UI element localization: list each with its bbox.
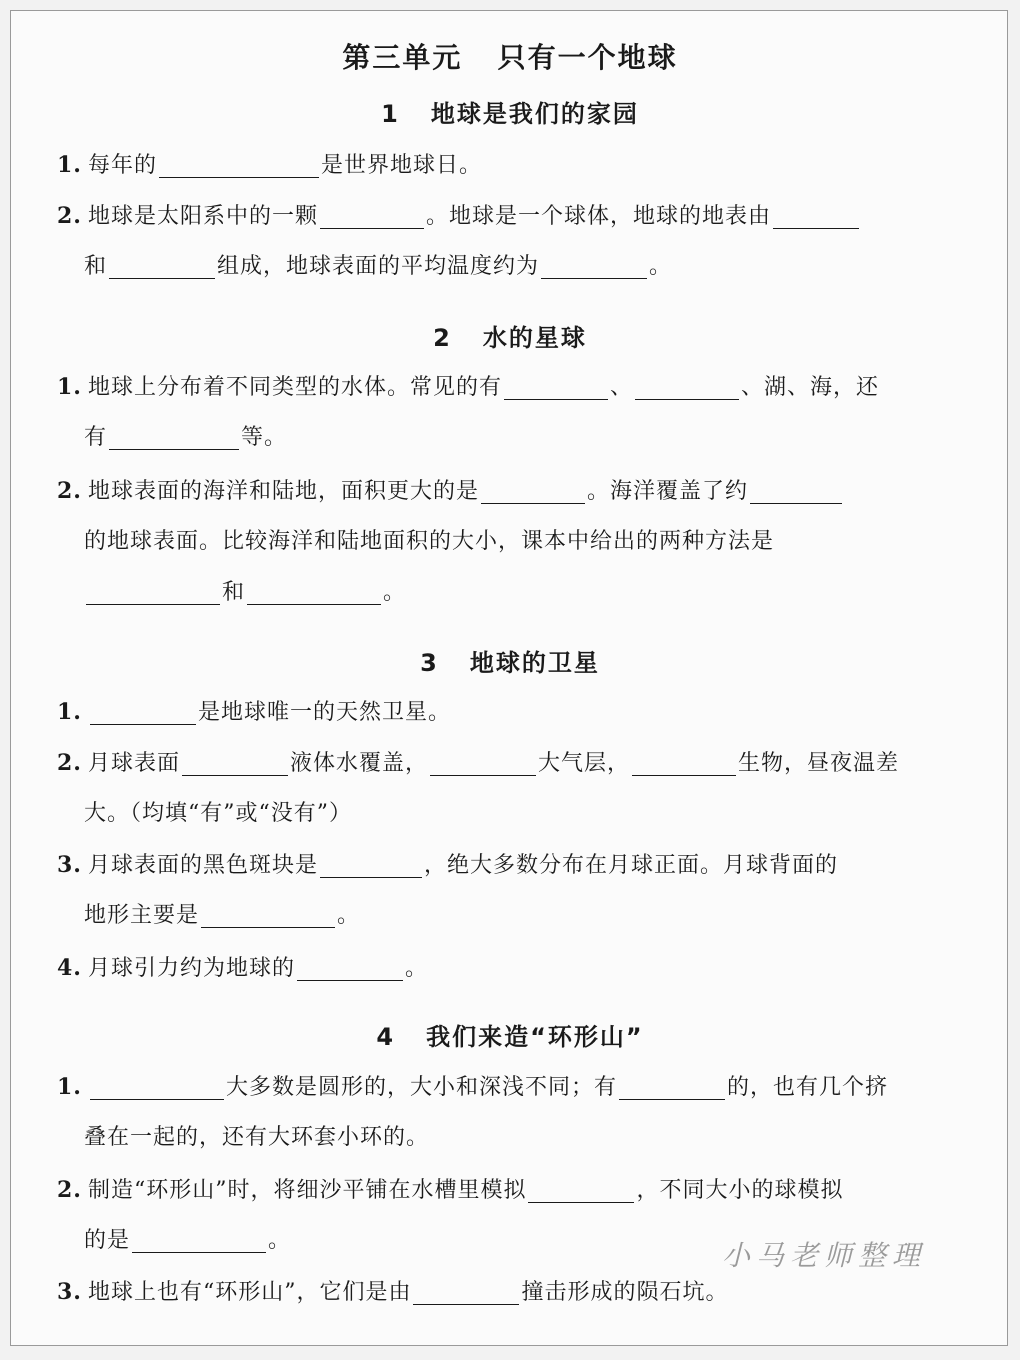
question-line (84, 799, 352, 829)
question-line (84, 527, 774, 557)
unit-title: 第三单元 只有一个地球 (342, 41, 678, 74)
question-text: 。海洋覆盖了约 (586, 479, 748, 504)
question-text: 液体水覆盖， (289, 751, 428, 776)
question-text: 地球是太阳系中的一颗 (87, 204, 318, 229)
question-text: 月球表面的黑色斑块是 (87, 853, 318, 878)
question-text: 月球表面 (87, 751, 180, 776)
question-line (57, 372, 879, 403)
question-text: 是地球唯一的天然卫星。 (197, 700, 451, 725)
question-number: 1. (57, 1074, 82, 1100)
question-line (57, 850, 838, 881)
question-number: 2. (57, 1177, 82, 1203)
answer-blank[interactable] (635, 375, 739, 400)
answer-blank[interactable] (297, 956, 403, 981)
question-text: 、湖、海，还 (741, 375, 880, 400)
answer-blank[interactable] (750, 479, 842, 504)
question-line (57, 953, 428, 984)
answer-blank[interactable] (430, 751, 536, 776)
question-line (57, 476, 844, 507)
question-line (57, 1277, 728, 1308)
question-text: 。地球是一个球体，地球的地表由 (425, 204, 771, 229)
question-text: 大多数是圆形的，大小和深浅不同；有 (225, 1075, 617, 1100)
question-line (57, 1072, 888, 1103)
question-text: 和 (84, 254, 108, 279)
question-text: 组成，地球表面的平均温度约为 (217, 254, 540, 279)
question-text: ，不同大小的球模拟 (636, 1178, 844, 1203)
question-number: 2. (57, 203, 82, 229)
question-number: 1. (57, 699, 82, 725)
question-number: 3. (57, 1279, 82, 1305)
question-line (57, 697, 451, 728)
answer-blank[interactable] (247, 580, 381, 605)
answer-blank[interactable] (619, 1075, 725, 1100)
answer-blank[interactable] (528, 1178, 634, 1203)
answer-blank[interactable] (90, 1075, 224, 1100)
question-text: ，绝大多数分布在月球正面。月球背面的 (423, 853, 838, 878)
watermark-text: 小马老师整理 (722, 1239, 927, 1272)
question-line (84, 578, 406, 608)
question-text: 。 (337, 903, 361, 928)
answer-blank[interactable] (504, 375, 608, 400)
answer-blank[interactable] (541, 254, 647, 279)
question-text: 。 (649, 254, 673, 279)
question-number: 4. (57, 955, 82, 981)
question-number: 2. (57, 750, 82, 776)
question-number: 3. (57, 852, 82, 878)
question-text: 有 (84, 425, 108, 450)
section-title-4: 4 我们来造“环形山” (376, 1023, 644, 1051)
answer-blank[interactable] (159, 153, 319, 178)
question-text: 地球表面的海洋和陆地，面积更大的是 (87, 479, 479, 504)
question-line (57, 201, 861, 232)
question-line (84, 1123, 429, 1153)
question-text: 。 (404, 956, 428, 981)
answer-blank[interactable] (90, 700, 196, 725)
answer-blank[interactable] (320, 853, 422, 878)
answer-blank[interactable] (86, 580, 220, 605)
question-text: 生物，昼夜温差 (738, 751, 900, 776)
answer-blank[interactable] (773, 204, 859, 229)
question-text: 撞击形成的陨石坑。 (521, 1280, 729, 1305)
question-text: 月球引力约为地球的 (87, 956, 295, 981)
question-line (84, 1226, 291, 1256)
question-text: 的是 (84, 1228, 131, 1253)
question-text: 叠在一起的，还有大环套小环的。 (84, 1125, 430, 1150)
answer-blank[interactable] (481, 479, 585, 504)
question-line (57, 748, 899, 779)
question-text: 制造“环形山”时，将细沙平铺在水槽里模拟 (87, 1178, 527, 1203)
question-text: 地球上分布着不同类型的水体。常见的有 (87, 375, 502, 400)
section-title-2: 2 水的星球 (433, 324, 587, 352)
question-text: 、 (609, 375, 633, 400)
question-text: 等。 (241, 425, 288, 450)
question-text: 。 (268, 1228, 292, 1253)
question-text: 。 (383, 580, 407, 605)
answer-blank[interactable] (320, 204, 424, 229)
question-text: 地球上也有“环形山”，它们是由 (87, 1280, 412, 1305)
section-title-3: 3 地球的卫星 (420, 649, 600, 677)
question-line (57, 1175, 843, 1206)
question-number: 1. (57, 152, 82, 178)
question-text: 和 (222, 580, 246, 605)
question-line (84, 252, 672, 282)
question-text: 大气层， (538, 751, 631, 776)
answer-blank[interactable] (413, 1280, 519, 1305)
question-line (84, 901, 360, 931)
question-text: 是世界地球日。 (320, 153, 482, 178)
question-text: 每年的 (87, 153, 157, 178)
answer-blank[interactable] (132, 1228, 266, 1253)
question-line (57, 150, 482, 181)
question-text: 地形主要是 (84, 903, 200, 928)
question-text: 的，也有几个挤 (726, 1075, 888, 1100)
answer-blank[interactable] (182, 751, 288, 776)
question-line (84, 423, 287, 453)
answer-blank[interactable] (632, 751, 736, 776)
section-title-1: 1 地球是我们的家园 (381, 100, 639, 128)
question-text: 的地球表面。比较海洋和陆地面积的大小，课本中给出的两种方法是 (84, 529, 775, 554)
question-number: 1. (57, 374, 82, 400)
answer-blank[interactable] (109, 425, 239, 450)
question-text: 大。（均填“有”或“没有”） (84, 801, 352, 826)
question-number: 2. (57, 478, 82, 504)
answer-blank[interactable] (109, 254, 215, 279)
answer-blank[interactable] (201, 903, 335, 928)
